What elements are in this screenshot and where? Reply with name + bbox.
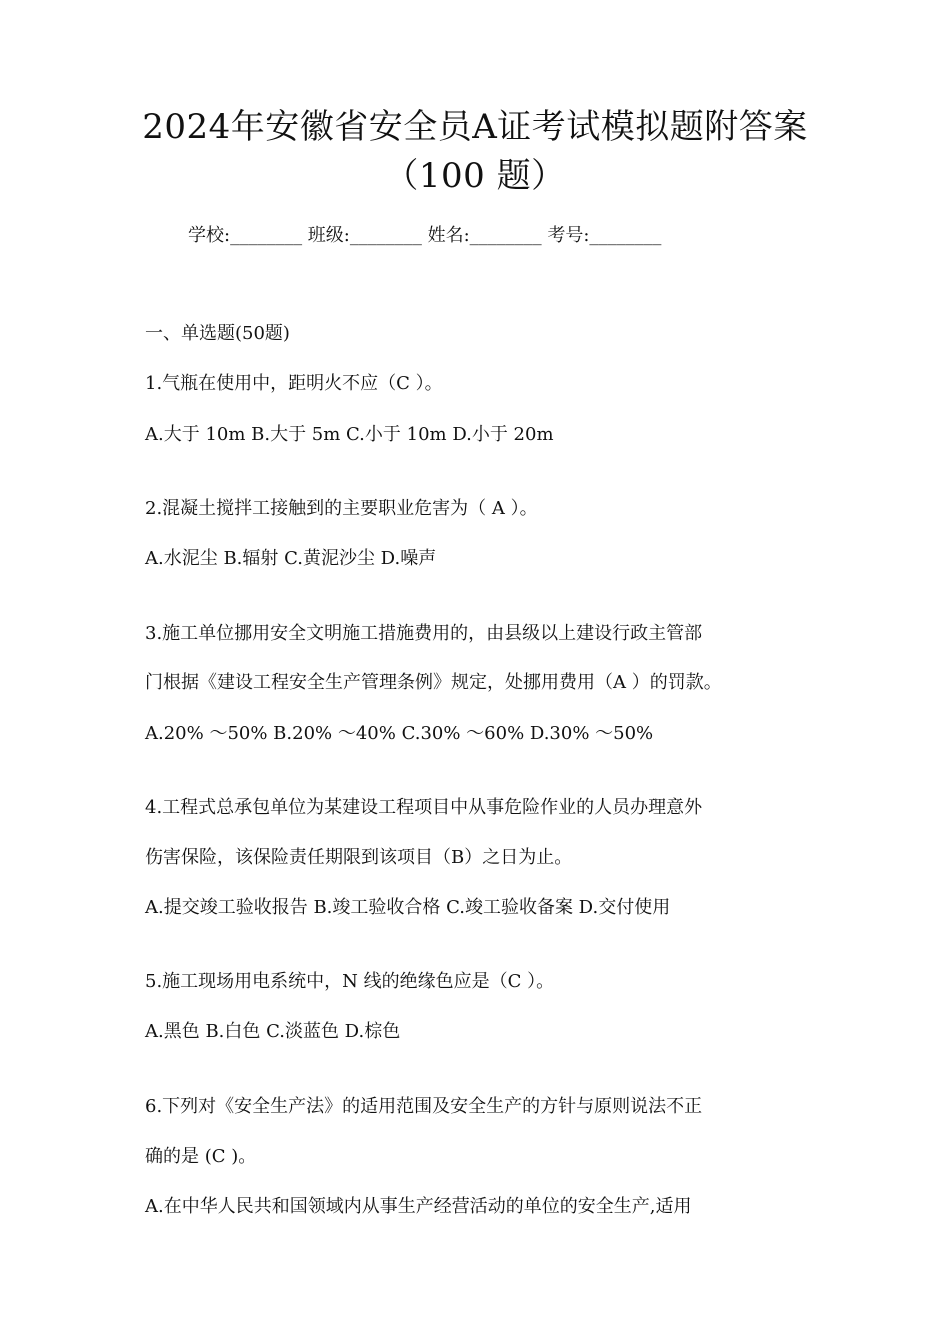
question-1-options: A.大于 10m B.大于 5m C.小于 10m D.小于 20m xyxy=(145,424,554,445)
document-title-count: （100 题） xyxy=(384,156,566,196)
question-6-options: A.在中华人民共和国领域内从事生产经营活动的单位的安全生产,适用 xyxy=(145,1196,692,1217)
question-2-options: A.水泥尘 B.辐射 C.黄泥沙尘 D.噪声 xyxy=(145,548,437,569)
question-4-text-line-2: 伤害保险，该保险责任期限到该项目（B）之日为止。 xyxy=(145,847,573,868)
question-6-text-line-1: 6.下列对《安全生产法》的适用范围及安全生产的方针与原则说法不正 xyxy=(145,1096,703,1117)
question-3-options: A.20% ～50% B.20% ～40% C.30% ～60% D.30% ～50% xyxy=(145,723,654,744)
question-3-text-line-2: 门根据《建设工程安全生产管理条例》规定，处挪用费用（A ）的罚款。 xyxy=(145,672,722,693)
question-5-text: 5.施工现场用电系统中，N 线的绝缘色应是（C ）。 xyxy=(145,971,555,992)
question-3-text-line-1: 3.施工单位挪用安全文明施工措施费用的，由县级以上建设行政主管部 xyxy=(145,623,703,644)
question-5-options: A.黑色 B.白色 C.淡蓝色 D.棕色 xyxy=(145,1021,401,1042)
section-heading: 一、单选题(50题) xyxy=(145,323,290,344)
question-1-text: 1.气瓶在使用中，距明火不应（C ）。 xyxy=(145,373,443,394)
question-6-text-line-2: 确的是 (C )。 xyxy=(145,1146,257,1167)
question-2-text: 2.混凝土搅拌工接触到的主要职业危害为（ A ）。 xyxy=(145,498,538,519)
student-info-line: 学校:________ 班级:________ 姓名:________ 考号:________ xyxy=(188,225,662,246)
question-4-text-line-1: 4.工程式总承包单位为某建设工程项目中从事危险作业的人员办理意外 xyxy=(145,797,703,818)
question-4-options: A.提交竣工验收报告 B.竣工验收合格 C.竣工验收备案 D.交付使用 xyxy=(145,897,671,918)
document-title: 2024年安徽省安全员A证考试模拟题附答案 xyxy=(142,107,808,147)
